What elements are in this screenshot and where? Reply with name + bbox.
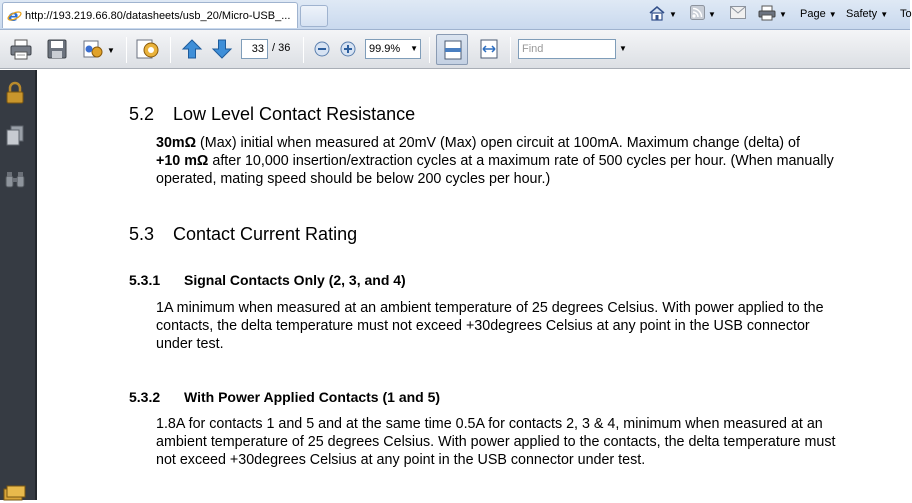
fit-width-button[interactable] xyxy=(476,38,502,62)
page-total: / 36 xyxy=(272,42,291,54)
section-5-3-1-paragraph xyxy=(156,299,896,353)
section-5-3-2-heading xyxy=(129,389,440,405)
security-button[interactable] xyxy=(5,82,25,107)
tools-menu[interactable] xyxy=(900,5,912,23)
paragraph-text: not exceed +30degrees Celsius at any point in the USB connector under test. xyxy=(156,452,646,468)
section-5-3-1-heading xyxy=(129,272,406,288)
attachments-icon xyxy=(3,489,27,503)
chevron-down-icon: ▼ xyxy=(828,9,837,19)
prev-page-icon xyxy=(181,38,203,63)
zoom-out-icon xyxy=(314,41,330,60)
paragraph-text: ambient temperature of 25 degrees Celsius. With power applied to the contacts, the delta temperature must xyxy=(156,434,836,450)
collaborate-button[interactable] xyxy=(133,36,161,64)
print-icon xyxy=(758,5,776,24)
resistance-delta-value: +10 mΩ xyxy=(156,153,209,169)
safety-menu[interactable] xyxy=(846,5,888,23)
svg-text:e: e xyxy=(8,7,19,25)
save-icon xyxy=(46,38,68,63)
page-menu[interactable] xyxy=(800,5,837,23)
tools-menu-label: To xyxy=(900,8,912,20)
collab-icon xyxy=(134,36,160,65)
section-5-2-heading xyxy=(129,104,415,125)
resistance-value: 30mΩ xyxy=(156,135,197,151)
fit-page-icon xyxy=(443,40,463,63)
new-tab-button[interactable] xyxy=(300,5,328,27)
pdf-toolbar xyxy=(0,30,910,69)
chevron-down-icon: ▼ xyxy=(880,9,889,19)
email-attach-button[interactable] xyxy=(80,38,116,62)
document-page xyxy=(39,70,910,500)
browser-tab[interactable] xyxy=(2,2,298,28)
next-page-button[interactable] xyxy=(210,38,234,62)
page-menu-label: Page xyxy=(800,8,826,20)
subsection-number: 5.3.1 xyxy=(129,272,161,288)
section-5-3-heading xyxy=(129,224,357,245)
chevron-down-icon: ▼ xyxy=(107,45,115,55)
fit-width-icon xyxy=(478,38,500,63)
zoom-out-button[interactable] xyxy=(313,41,331,59)
previous-page-button[interactable] xyxy=(180,38,204,62)
subsection-number: 5.3.2 xyxy=(129,389,161,405)
mail-icon xyxy=(730,6,746,22)
paragraph-text: 1A minimum when measured at an ambient temperature of 25 degrees Celsius. With power applied to the xyxy=(156,300,824,316)
section-number: 5.2 xyxy=(129,104,155,124)
next-page-icon xyxy=(211,38,233,63)
scrolling-mode-button[interactable] xyxy=(436,34,468,65)
section-5-3-2-paragraph xyxy=(156,415,896,469)
zoom-level-select[interactable] xyxy=(365,39,421,59)
paragraph-text: under test. xyxy=(156,336,224,352)
home-icon xyxy=(648,5,666,24)
print-button[interactable] xyxy=(8,38,34,62)
tab-title: http://193.219.66.80/datasheets/usb_20/Micro-USB_... xyxy=(25,9,291,22)
browser-tab-bar xyxy=(0,0,910,30)
chevron-down-icon: ▼ xyxy=(410,44,418,53)
ie-icon xyxy=(7,8,22,23)
toolbar-divider xyxy=(303,37,304,63)
paragraph-text: after 10,000 insertion/extraction cycles at a maximum rate of 500 cycles per hour. (When manually xyxy=(208,153,834,169)
zoom-level-value: 99.9% xyxy=(369,43,401,55)
pages-button[interactable] xyxy=(5,125,25,150)
zoom-in-icon xyxy=(340,41,356,60)
print-icon xyxy=(9,38,33,63)
chevron-down-icon[interactable]: ▼ xyxy=(619,44,627,53)
home-button[interactable] xyxy=(648,5,677,23)
toolbar-divider xyxy=(510,37,511,63)
read-mail-button[interactable] xyxy=(730,5,746,23)
safety-menu-label: Safety xyxy=(846,8,878,20)
binoculars-icon xyxy=(4,178,26,192)
section-5-2-paragraph xyxy=(156,134,896,188)
section-number: 5.3 xyxy=(129,224,155,244)
paragraph-text: 1.8A for contacts 1 and 5 and at the same time 0.5A for contacts 2, 3 & 4, minimum when measured at an xyxy=(156,416,823,432)
subsection-title: With Power Applied Contacts (1 and 5) xyxy=(184,389,441,405)
section-title: Low Level Contact Resistance xyxy=(173,104,416,124)
print-menu-button[interactable] xyxy=(758,5,787,23)
toolbar-divider xyxy=(126,37,127,63)
chevron-down-icon: ▼ xyxy=(708,9,716,19)
page-number-input[interactable]: 33 xyxy=(241,39,268,59)
toolbar-divider xyxy=(170,37,171,63)
zoom-in-button[interactable] xyxy=(339,41,357,59)
paragraph-text: (Max) initial when measured at 20mV (Max) open circuit at 100mA. Maximum change (delta) of xyxy=(196,135,800,151)
pages-icon xyxy=(5,136,25,150)
toolbar-divider xyxy=(429,37,430,63)
lock-icon xyxy=(5,93,25,107)
paragraph-text: contacts, the delta temperature must not exceed +30degrees Celsius at any point in the USB connector xyxy=(156,318,810,334)
find-input[interactable]: Find xyxy=(518,39,616,59)
chevron-down-icon: ▼ xyxy=(669,9,677,19)
feeds-button[interactable] xyxy=(690,5,716,23)
subsection-title: Signal Contacts Only (2, 3, and 4) xyxy=(184,272,406,288)
save-button[interactable] xyxy=(44,38,70,62)
attachments-button[interactable] xyxy=(3,486,27,503)
navigation-panel xyxy=(0,70,37,500)
search-panel-button[interactable] xyxy=(4,171,26,192)
email-attach-icon xyxy=(81,38,105,63)
section-title: Contact Current Rating xyxy=(173,224,358,244)
feeds-icon xyxy=(690,5,705,23)
chevron-down-icon: ▼ xyxy=(779,9,787,19)
paragraph-text: operated, mating speed should be below 200 cycles per hour.) xyxy=(156,171,551,187)
